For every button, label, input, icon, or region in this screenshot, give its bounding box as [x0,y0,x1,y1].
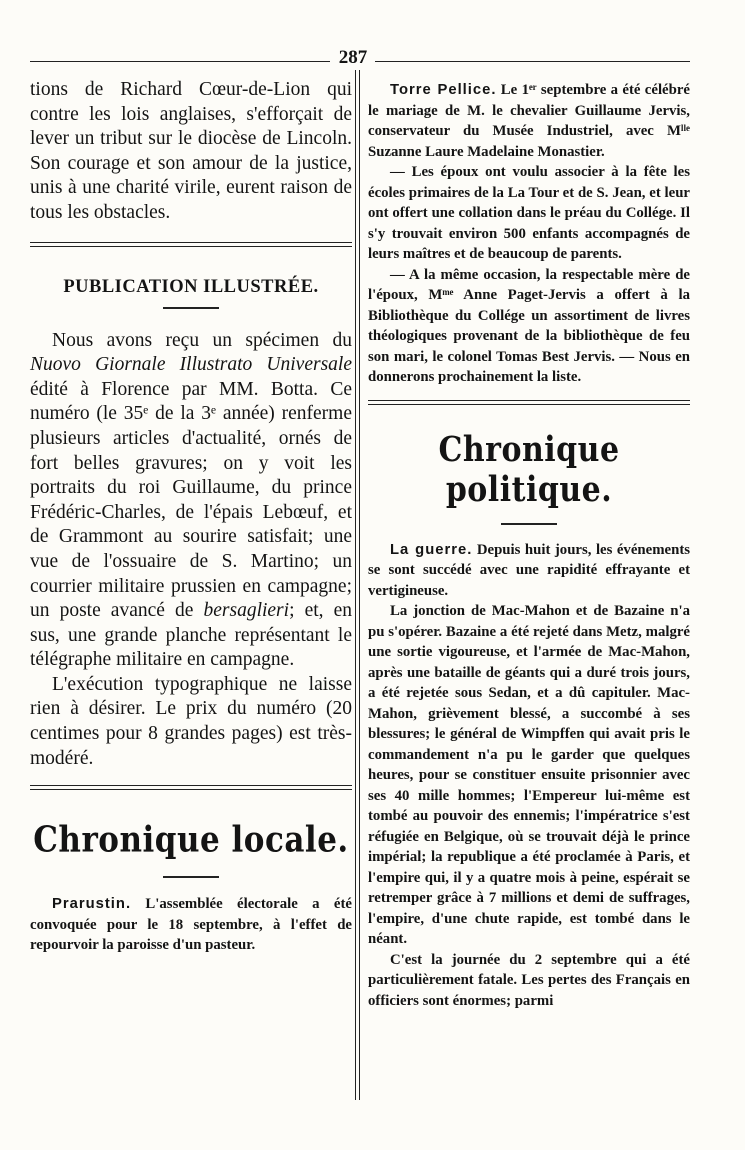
pub-text-a: Nous avons reçu un spécimen du [52,329,352,351]
heading-short-rule-3 [501,523,557,525]
torre-paragraph-3: — A la même occasion, la respectable mère de l'époux, Mᵐᵉ Anne Paget-Jervis a offert à la Bibliothèque du Collége un assortiment de livres théologiques provenant de la bibliothèque de feu son mari, le colonel Tomas Best Jervis. — Nous en donnerons prochainement la liste. [368,266,690,385]
continued-paragraph: tions de Richard Cœur-de-Lion qui contre les lois anglaises, s'efforçait de lever un tribut sur le diocèse de Lincoln. Son courage et son amour de la justice, unis à une charité virile, eurent raison de tous les obstacles. [30,79,352,223]
pub-text-b: édité à Florence par MM. Botta. Ce numéro (le 35ᵉ de la 3ᵉ année) renferme plusieurs articles d'actualité, ornés de fort belles gravures; on y voit les portraits du roi Guillaume, du prince Frédéric-Charles, de l'épais Lebœuf, et de Grammont au sourire satisfait; une vue de l'ossuaire de S. Martino; un courrier militaire prussien en campagne; un poste avancé de [30,378,352,622]
section-double-rule-2 [30,785,352,790]
header-rule-left [30,61,330,62]
chronique-politique-heading: Chronique politique. [438,429,620,510]
torre-paragraph-2: — Les époux ont voulu associer à la fête les écoles primaires de la La Tour et de S. Jean, et leur ont offert une collation dans le préau du Collége. Il s'y trouvait environ 500 enfants accompagnés de leurs maîtres et de beaucoup de parents. [368,164,690,262]
guerre-paragraph-2: La jonction de Mac-Mahon et de Bazaine n'a pu s'opérer. Bazaine a été rejeté dans Metz, malgré une sortie vigoureuse, et l'armée de Mac-Mahon, après une bataille de géants qui a duré trois jours, a été rejetée sous Sedan, et a dû capituler. Mac-Mahon, grièvement blessé, a succombé à ses blessures; le général de Wimpffen qui avait pris le commandement n'a pu le garder que quelques heures, pour se constituer ensuite prisonnier avec ses 40 mille hommes; l'Empereur lui-même est tombé au pouvoir des ennemis; l'impératrice s'est réfugiée en Belgique, où se trouvait déjà le prince impérial; la republique a été proclamée à Paris, et l'empire qui, il y a quatre mois à peine, espérait se retremper grâce à 7 millions et demi de suffrages, l'empire, d'une chute rapide, est tombé dans le néant. [368,603,690,947]
pub-text-c: ; et, en sus, une grande planche représentant le télégraphe militaire en campagne. [30,600,352,671]
column-divider [355,70,360,1100]
typography-paragraph: L'exécution typographique ne laisse rien à désirer. Le prix du numéro (20 centimes pour 8 grandes pages) est très-modéré. [30,673,352,769]
heading-short-rule [163,307,219,309]
prarustin-paragraph [30,894,352,956]
guerre-paragraph [368,540,690,602]
publication-paragraph [30,329,352,673]
prarustin-lead: Prarustin. [52,896,132,913]
header-rule-right [375,61,690,62]
right-column [368,80,690,1011]
guerre-lead: La guerre. [390,541,473,558]
chronique-locale-heading: Chronique locale. [33,819,349,861]
prarustin-text: L'assemblée électorale a été convoquée pour le 18 septembre, à l'effet de repourvoir la paroisse d'un pasteur. [30,896,352,954]
section-double-rule [30,242,352,247]
guerre-paragraph-3: C'est la journée du 2 septembre qui a été particulièrement fatale. Les pertes des Français en officiers sont énormes; parmi [368,951,690,1009]
torre-text: Le 1ᵉʳ septembre a été célébré le mariage de M. le chevalier Guillaume Jervis, conservateur du Musée Industriel, avec Mˡˡᵉ Suzanne Laure Madelaine Monastier. [368,82,690,160]
journal-title: Nuovo Giornale Illustrato Universale [30,354,352,376]
torre-lead: Torre Pellice. [390,82,497,98]
left-column [30,78,352,956]
guerre-text: Depuis huit jours, les événements se sont succédé avec une rapidité effrayante et vertigineuse. [368,541,691,599]
page-number: 287 [338,47,368,68]
torre-paragraph [368,80,690,162]
right-double-rule [368,400,690,405]
bersaglieri-term: bersaglieri [203,600,290,622]
heading-short-rule-2 [163,876,219,878]
publication-heading: PUBLICATION ILLUSTRÉE. [63,276,319,297]
